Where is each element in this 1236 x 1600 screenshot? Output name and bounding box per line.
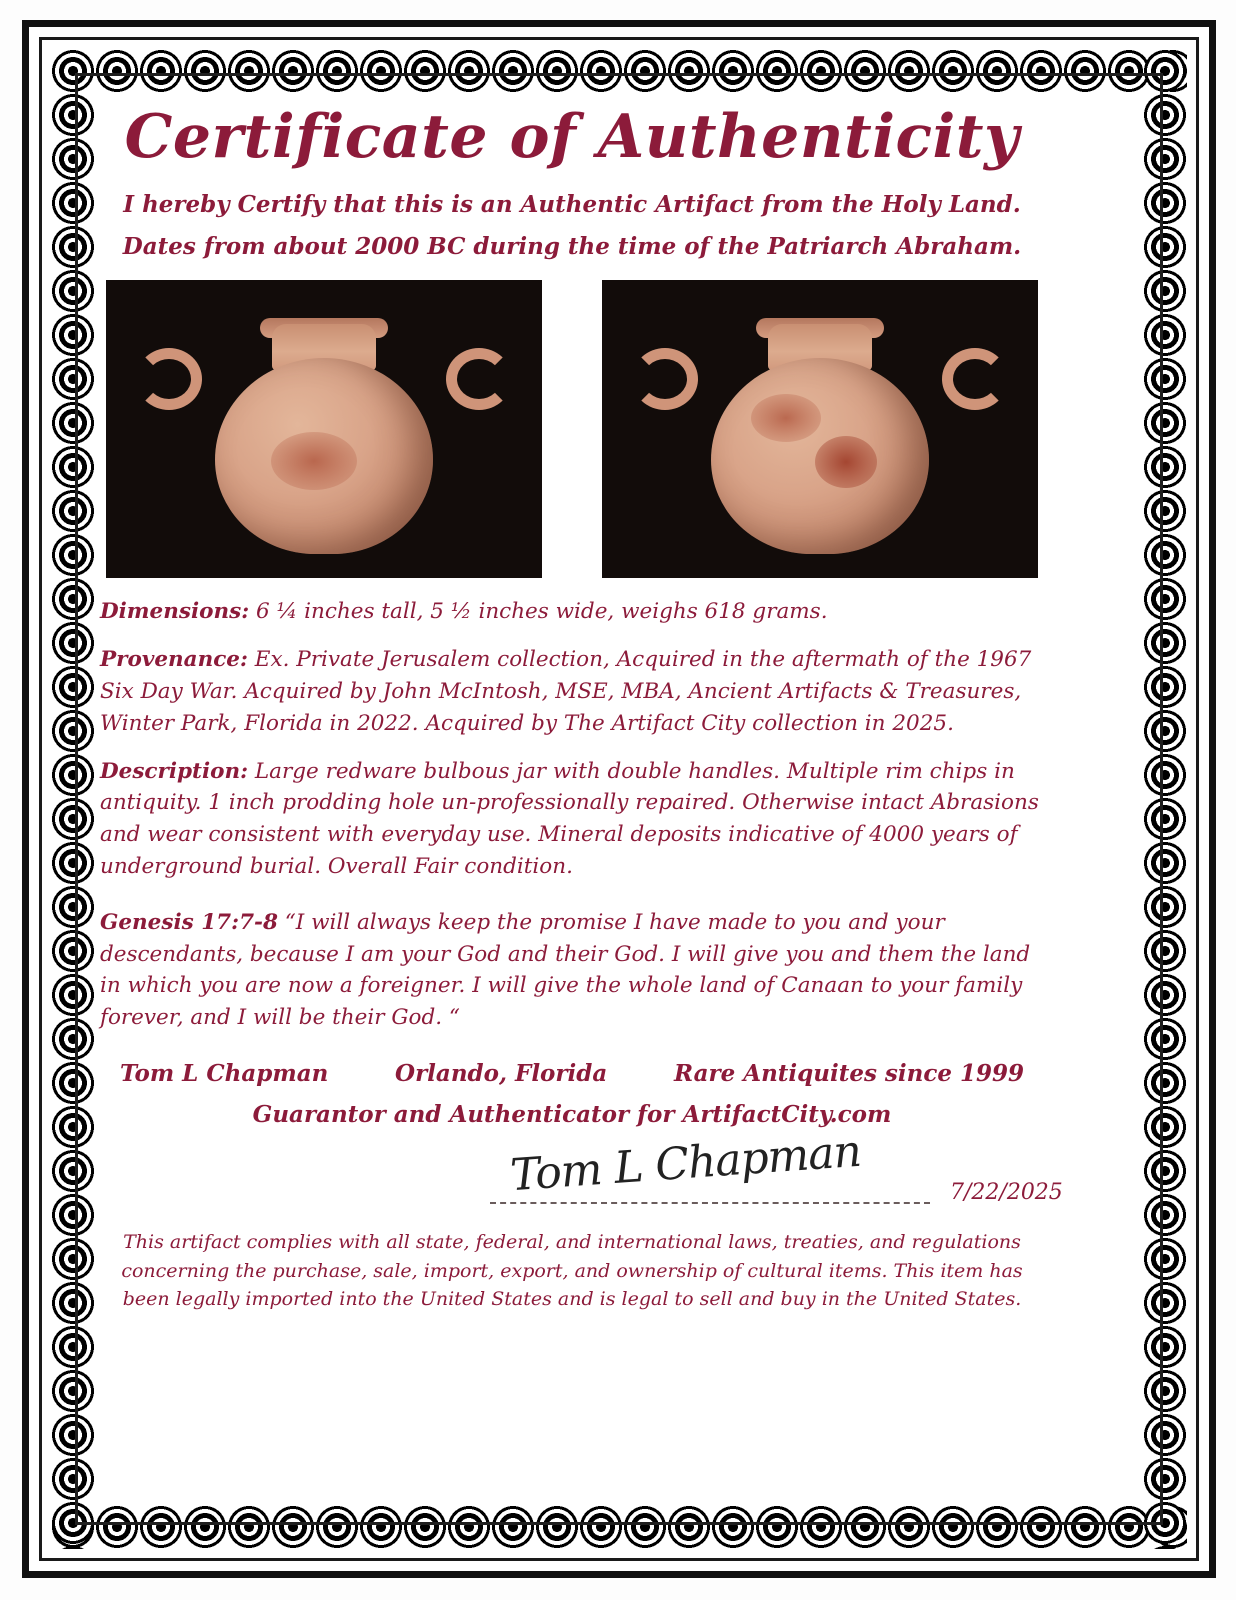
signature-line-area	[100, 1125, 1063, 1222]
field-description-value: Large redware bulbous jar with double handles. Multiple rim chips in antiquity. 1 inch prodding hole un-professionally repaired. Otherwise intact Abrasions and wear consistent with everyday use. Mineral deposits indicative of 4000 years of underground burial. Overall Fair condition.	[100, 758, 1039, 879]
jar-body	[711, 358, 929, 554]
jar-blemish	[271, 432, 357, 490]
field-scripture-label: Genesis 17:7-8	[100, 909, 278, 935]
lead-line-1: I hereby Certify that this is an Authentic Artifact from the Holy Land.	[123, 191, 1021, 218]
signature-block	[100, 1060, 1063, 1222]
lead-line-2: Dates from about 2000 BC during the time of the Patriarch Abraham.	[122, 232, 1022, 260]
page-title: Certificate of Authenticity	[124, 102, 1020, 172]
jar-blemish-upper	[751, 394, 821, 442]
field-scripture	[100, 907, 1044, 1034]
signature-rule	[490, 1202, 930, 1204]
jar-handle-right	[136, 348, 202, 410]
jar-handle-left	[942, 348, 1008, 410]
signer-row	[100, 1060, 1044, 1087]
signature-script: Tom L Chapman	[508, 1125, 863, 1202]
field-description-label: Description:	[100, 758, 249, 784]
field-dimensions-value: 6 ¼ inches tall, 5 ½ inches wide, weighs 618 grams.	[249, 599, 828, 625]
artifact-photo-back	[602, 280, 1038, 578]
artifact-photos	[106, 280, 1038, 578]
field-provenance-label: Provenance:	[100, 647, 248, 673]
field-provenance	[100, 644, 1044, 739]
signer-name: Tom L Chapman	[120, 1060, 329, 1088]
field-description	[100, 756, 1044, 883]
artifact-photo-front	[106, 280, 542, 578]
signature-date: 7/22/2025	[950, 1180, 1063, 1206]
field-dimensions	[100, 596, 1044, 628]
signer-role: Guarantor and Authenticator for ArtifactCity.com	[252, 1101, 892, 1129]
signer-location: Orlando, Florida	[395, 1060, 608, 1088]
field-dimensions-label: Dimensions:	[100, 599, 250, 625]
jar-body	[215, 358, 433, 554]
certificate-content	[100, 92, 1063, 1314]
signer-tagline: Rare Antiquites since 1999	[673, 1060, 1024, 1088]
field-provenance-value: Ex. Private Jerusalem collection, Acquired in the aftermath of the 1967 Six Day War. Acquired by John McIntosh, MSE, MBA, Ancient Artifacts & Treasures, Winter Park, Florida in 2022. Acquired by The Artifact City collection in 2025.	[100, 647, 1032, 736]
jar-handle-left	[446, 348, 512, 410]
field-scripture-value: “I will always keep the promise I have made to you and your descendants, because I am your God and their God. I will give you and them the land in which you are now a foreigner. I will give the whole land of Canaan to your family forever, and I will be their God. “	[100, 909, 1031, 1031]
legal-notice: This artifact complies with all state, federal, and international laws, treaties, and regulations concerning the purchase, sale, import, export, and ownership of cultural items. This item has been legally imported into the United States and is legal to sell and buy in the United States.	[121, 1231, 1023, 1311]
jar-repair-patch	[815, 436, 877, 488]
jar-handle-right	[632, 348, 698, 410]
